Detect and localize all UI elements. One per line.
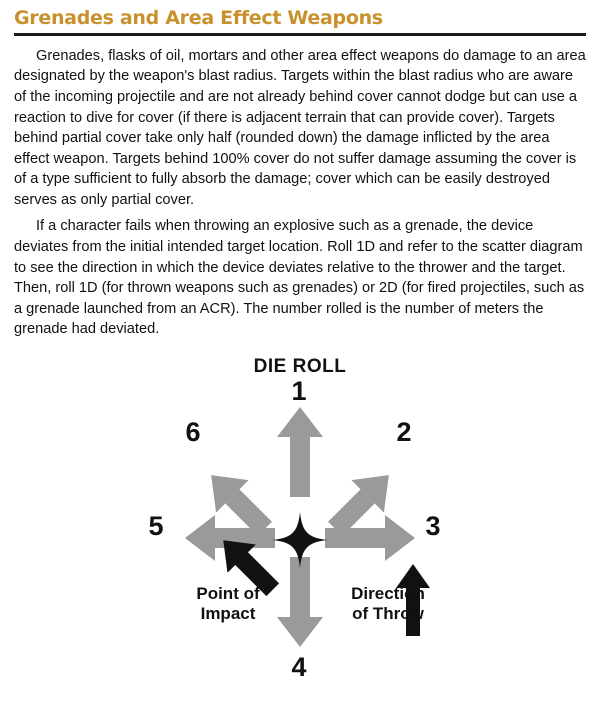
arrow-upright-icon	[322, 462, 402, 542]
document-page	[0, 8, 600, 728]
die-number-6: 6	[185, 416, 201, 447]
point-of-impact-label-line1: Point of	[196, 583, 260, 603]
die-number-1: 1	[291, 375, 307, 406]
die-number-4: 4	[291, 651, 307, 682]
point-of-impact-label-line2: Impact	[200, 603, 256, 623]
die-roll-heading: DIE ROLL	[253, 355, 347, 377]
die-number-2: 2	[396, 416, 412, 447]
scatter-diagram	[0, 352, 600, 702]
die-number-5: 5	[148, 510, 164, 541]
direction-of-throw-label-line1: Direction	[351, 583, 425, 603]
paragraph-scatter: If a character fails when throwing an explosive such as a grenade, the device deviates from the initial intended target location. Roll 1D and refer to the scatter diagram to see the direction in which the device deviates relative to the thrower and the target. Then, roll 1D (for thrown weapons such as grenades) or 2D (for fired projectiles, such as a grenade launched from an ACR). The number rolled is the number of meters the grenade had deviated.	[14, 218, 585, 338]
paragraph-area-effect: Grenades, flasks of oil, mortars and other area effect weapons do damage to an area designated by the weapon's blast radius. Targets within the blast radius who are aware of the incoming projectile and are not already behind cover cannot dodge but can use a reaction to dive for cover (if there is adjacent terrain that can provide cover). Targets behind partial cover take only half (rounded down) the damage inflicted by the area effect weapon. Targets behind 100% cover do not suffer damage assuming the cover is of a type sufficient to fully absorb the damage; cover which can be easily destroyed serves as only partial cover.	[14, 47, 586, 208]
direction-of-throw-label	[318, 584, 458, 624]
title-divider	[14, 33, 586, 36]
direction-of-throw-label-line2: of Throw	[352, 603, 424, 623]
arrow-up-icon	[277, 407, 323, 497]
point-of-impact-label	[158, 584, 298, 624]
page-title: Grenades and Area Effect Weapons	[14, 7, 383, 29]
die-number-3: 3	[425, 510, 441, 541]
